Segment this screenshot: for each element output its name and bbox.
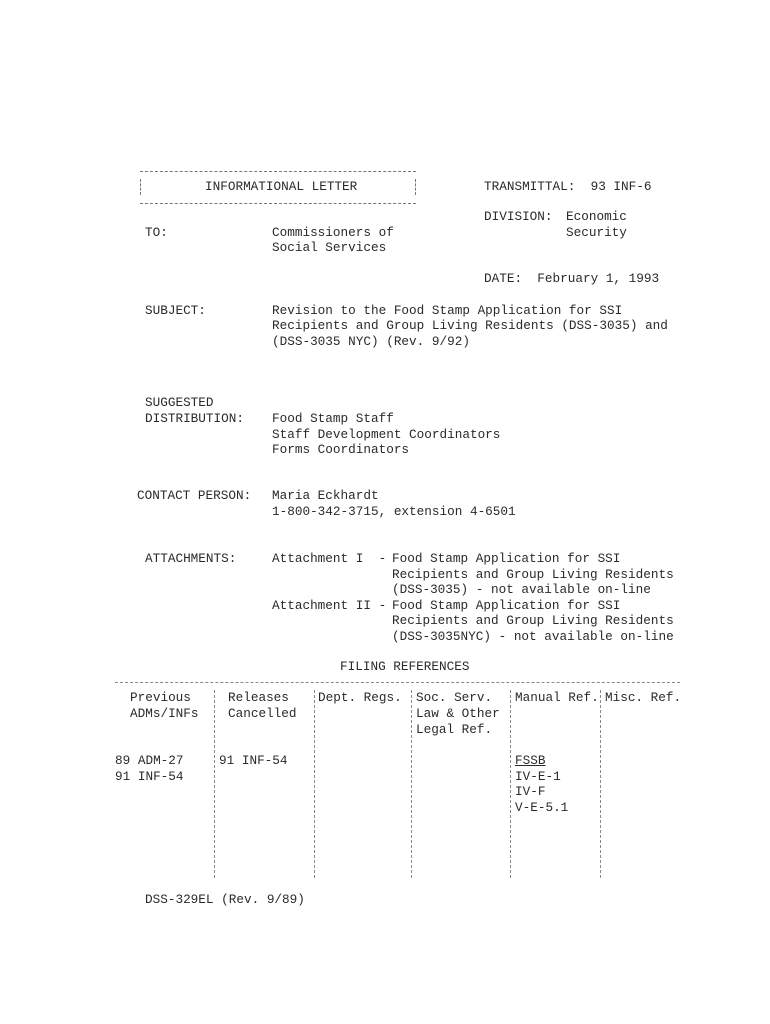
- manual-ref: FSSB: [515, 753, 546, 768]
- division-label: DIVISION:: [484, 209, 553, 224]
- distribution-item: Food Stamp Staff: [272, 411, 394, 426]
- division-value: Security: [566, 225, 627, 240]
- column-header: Previous: [130, 690, 191, 705]
- to-label: TO:: [145, 225, 168, 240]
- filing-title: FILING REFERENCES: [340, 659, 470, 674]
- form-number: DSS-329EL (Rev. 9/89): [145, 892, 305, 907]
- column-header: Releases: [228, 690, 289, 705]
- column-divider: [214, 690, 215, 878]
- subject-line: Revision to the Food Stamp Application for SSI: [272, 303, 623, 318]
- contact-name: Maria Eckhardt: [272, 488, 379, 503]
- manual-ref: IV-F: [515, 784, 546, 799]
- previous-ref: 91 INF-54: [115, 769, 184, 784]
- manual-ref: V-E-5.1: [515, 800, 569, 815]
- filing-rule: [115, 682, 680, 683]
- contact-phone: 1-800-342-3715, extension 4-6501: [272, 504, 516, 519]
- column-header: Misc. Ref.: [605, 690, 682, 705]
- attachments-label: ATTACHMENTS:: [145, 551, 237, 566]
- column-header: Manual Ref.: [515, 690, 599, 705]
- attachment-line: Food Stamp Application for SSI: [392, 598, 621, 613]
- column-divider: [314, 690, 315, 878]
- column-divider: [510, 690, 511, 878]
- distribution-label: SUGGESTED: [145, 395, 214, 410]
- subject-line: Recipients and Group Living Residents (DSS-3035) and: [272, 318, 668, 333]
- previous-ref: 89 ADM-27: [115, 753, 184, 768]
- attachment-line: Recipients and Group Living Residents: [392, 613, 674, 628]
- attachment-name: Attachment I -: [272, 551, 387, 566]
- distribution-item: Staff Development Coordinators: [272, 427, 501, 442]
- distribution-label: DISTRIBUTION:: [145, 411, 244, 426]
- column-divider: [600, 690, 601, 878]
- attachment-name: Attachment II -: [272, 598, 387, 613]
- column-header: Law & Other: [416, 706, 500, 721]
- attachment-line: Food Stamp Application for SSI: [392, 551, 621, 566]
- column-divider: [411, 690, 412, 878]
- attachment-line: (DSS-3035NYC) - not available on-line: [392, 629, 674, 644]
- attachment-line: Recipients and Group Living Residents: [392, 567, 674, 582]
- column-header: Cancelled: [228, 706, 297, 721]
- column-header: Soc. Serv.: [416, 690, 493, 705]
- to-value: Commissioners of: [272, 225, 394, 240]
- attachment-line: (DSS-3035) - not available on-line: [392, 582, 651, 597]
- date: DATE: February 1, 1993: [484, 271, 660, 286]
- subject-line: (DSS-3035 NYC) (Rev. 9/92): [272, 334, 470, 349]
- letter-title: INFORMATIONAL LETTER: [205, 179, 358, 194]
- column-header: ADMs/INFs: [130, 706, 199, 721]
- distribution-item: Forms Coordinators: [272, 442, 410, 457]
- subject-label: SUBJECT:: [145, 303, 206, 318]
- column-header: Dept. Regs.: [318, 690, 402, 705]
- column-header: Legal Ref.: [416, 722, 493, 737]
- division-value: Economic: [566, 209, 627, 224]
- cancelled-ref: 91 INF-54: [219, 753, 288, 768]
- to-value: Social Services: [272, 240, 387, 255]
- contact-label: CONTACT PERSON:: [137, 488, 252, 503]
- manual-ref: IV-E-1: [515, 769, 561, 784]
- transmittal: TRANSMITTAL: 93 INF-6: [484, 179, 652, 194]
